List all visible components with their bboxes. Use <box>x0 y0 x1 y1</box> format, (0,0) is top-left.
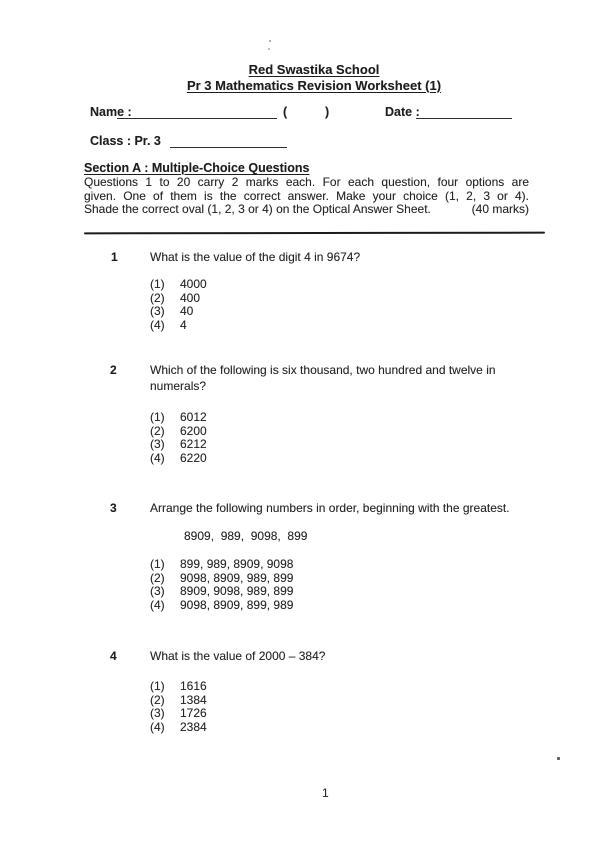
scan-speck-right <box>557 757 560 760</box>
instructions-line-3-text: Shade the correct oval (1, 2, 3 or 4) on the Optical Answer Sheet. <box>84 202 431 217</box>
question-number: 3 <box>110 501 117 515</box>
question-text: Which of the following is six thousand, two hundred and twelve in numerals? <box>150 363 496 393</box>
date-blank-line <box>416 103 512 119</box>
option-row: (1) 4000 <box>150 277 207 291</box>
option-row: (3) 8909, 9098, 989, 899 <box>150 584 294 598</box>
question-text: Arrange the following numbers in order, beginning with the greatest. <box>150 501 510 515</box>
class-row <box>84 134 584 152</box>
option-row: (4) 2384 <box>150 719 207 734</box>
question-options <box>150 278 207 332</box>
class-label: Class : Pr. 3 <box>90 134 161 148</box>
question-options <box>150 680 207 734</box>
option-row: (1) 1616 <box>150 679 207 693</box>
option-row: (2) 9098, 8909, 989, 899 <box>150 570 294 585</box>
option-row: (2) 1384 <box>150 692 207 707</box>
date-label: Date : <box>385 105 420 119</box>
option-row: (2) 6200 <box>150 423 207 438</box>
given-numbers: 8909, 989, 9098, 899 <box>184 529 308 543</box>
option-row: (3) 1726 <box>150 706 207 720</box>
register-close-paren: ) <box>325 105 330 119</box>
question-options <box>150 411 207 465</box>
school-name: Red Swastika School <box>248 62 380 77</box>
question-options <box>150 558 293 612</box>
option-row: (4) 9098, 8909, 899, 989 <box>150 597 294 612</box>
question-number: 2 <box>110 363 117 377</box>
option-row: (1) 6012 <box>150 410 207 424</box>
page-number: 1 <box>322 786 329 800</box>
name-date-row <box>84 105 584 123</box>
option-row: (4) 6220 <box>150 450 207 465</box>
option-row: (1) 899, 989, 8909, 9098 <box>150 557 294 571</box>
question-text: What is the value of the digit 4 in 9674? <box>150 250 361 264</box>
class-blank-line <box>170 132 287 148</box>
question-text: What is the value of 2000 – 384? <box>150 649 326 663</box>
instructions-line-1: Questions 1 to 20 carry 2 marks each. For each question, four options are <box>84 175 529 189</box>
name-label: Name : <box>90 105 132 119</box>
option-row: (3) 40 <box>150 304 194 318</box>
option-row: (4) 4 <box>150 317 187 332</box>
section-a-heading: Section A : Multiple-Choice Questions <box>84 161 310 175</box>
section-divider-rule <box>84 232 545 235</box>
instructions-line-3 <box>84 203 529 217</box>
option-row: (2) 400 <box>150 290 201 305</box>
scan-smudge-top <box>269 40 271 42</box>
marks-note: (40 marks) <box>471 202 529 217</box>
worksheet-title: Pr 3 Mathematics Revision Worksheet (1) <box>186 77 442 93</box>
document-header <box>84 62 544 93</box>
option-row: (3) 6212 <box>150 437 207 451</box>
scan-smudge-top2 <box>268 48 270 50</box>
question-number: 4 <box>110 649 117 663</box>
section-a-instructions <box>84 176 529 217</box>
question-number: 1 <box>111 250 118 264</box>
register-open-paren: ( <box>283 105 288 119</box>
name-blank-line <box>117 103 277 119</box>
instructions-line-2: given. One of them is the correct answer. Make your choice (1, 2, 3 or 4). <box>84 188 529 203</box>
